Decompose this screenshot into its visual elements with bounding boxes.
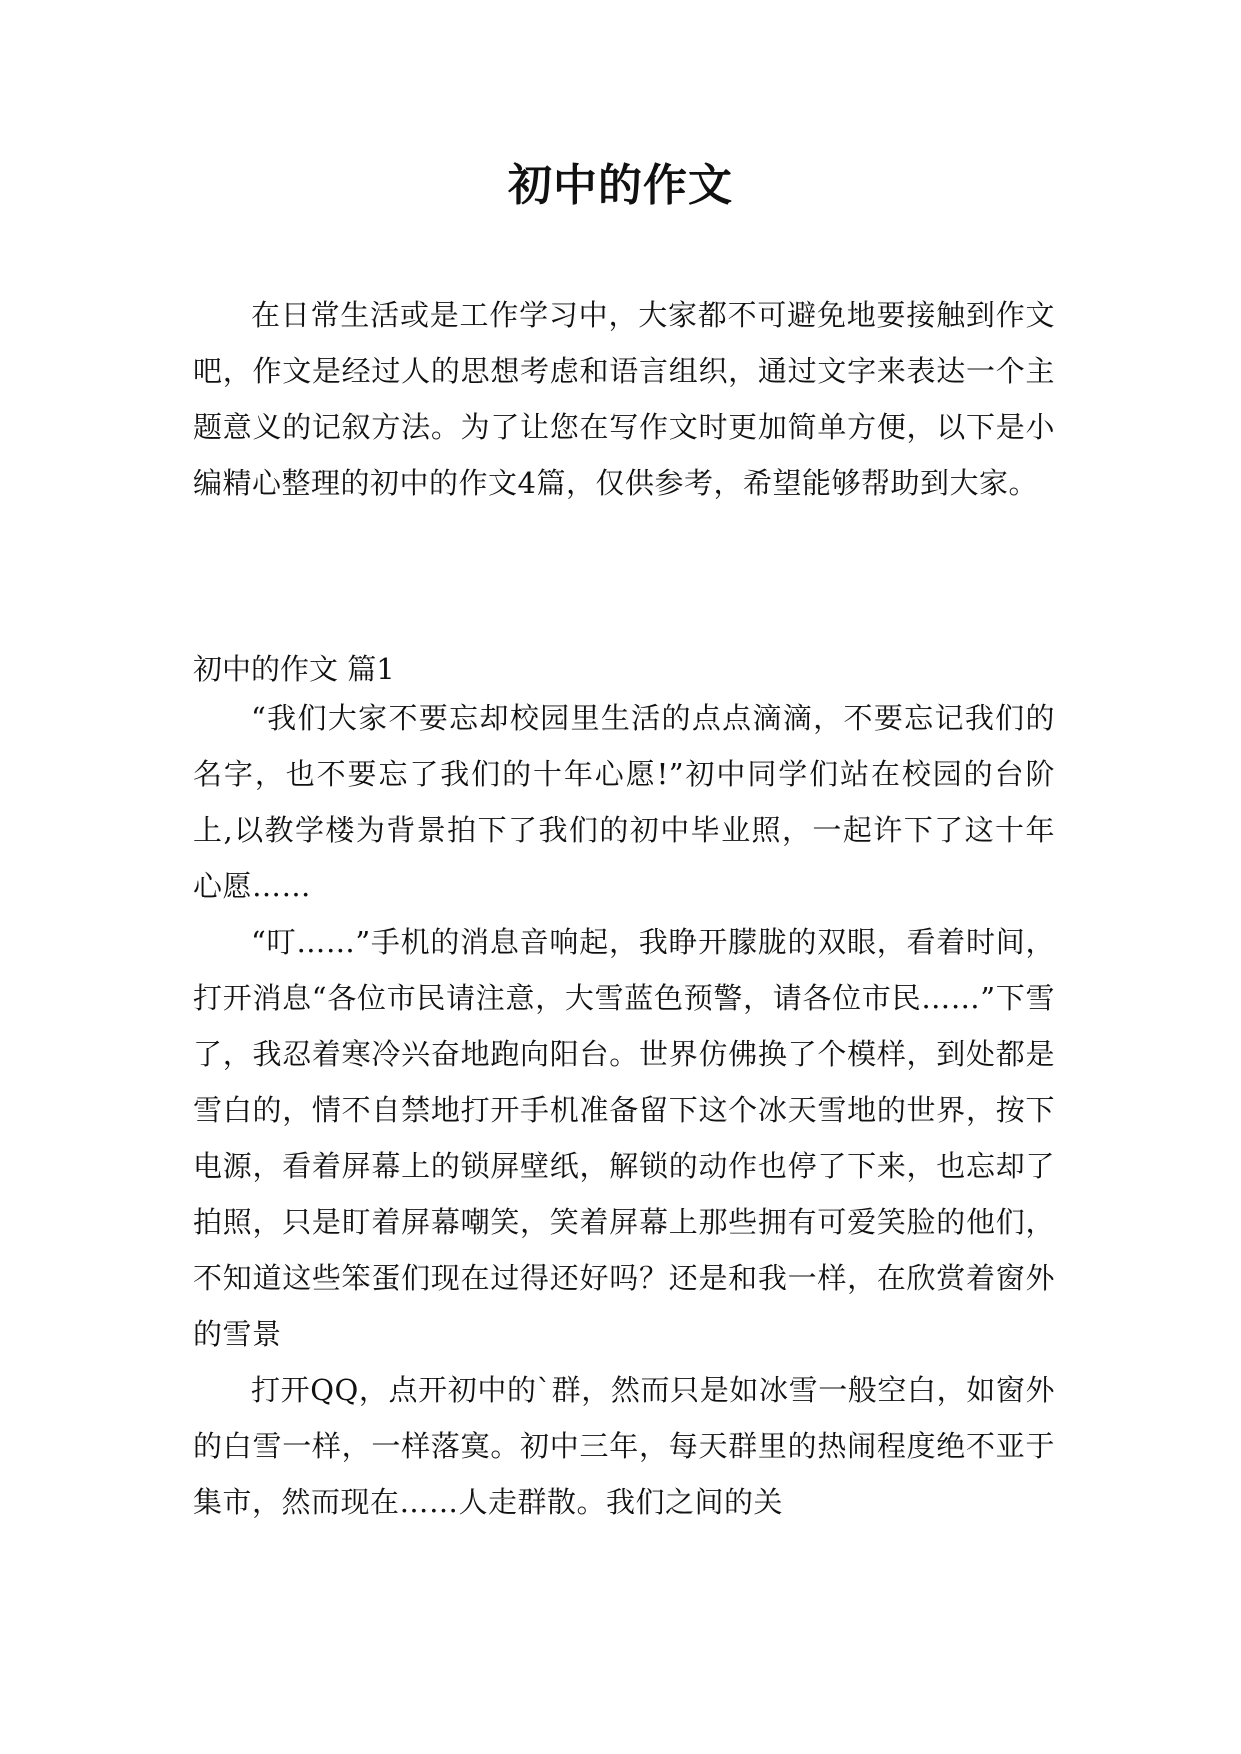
section-heading: 初中的作文 篇1 bbox=[193, 652, 395, 686]
essay-body bbox=[193, 690, 1055, 1530]
essay-paragraph-1: “我们大家不要忘却校园里生活的点点滴滴，不要忘记我们的名字，也不要忘了我们的十年心愿!”初中同学们站在校园的台阶上,以教学楼为背景拍下了我们的初中毕业照，一起许下了这十年心愿…… bbox=[193, 701, 1055, 903]
intro-paragraph: 在日常生活或是工作学习中，大家都不可避免地要接触到作文吧，作文是经过人的思想考虑和语言组织，通过文字来表达一个主题意义的记叙方法。为了让您在写作文时更加简单方便，以下是小编精心整理的初中的作文4篇，仅供参考，希望能够帮助到大家。 bbox=[193, 298, 1055, 500]
document-title: 初中的作文 bbox=[508, 160, 733, 211]
intro-section bbox=[193, 287, 1055, 511]
essay-paragraph-3: 打开QQ，点开初中的`群，然而只是如冰雪一般空白，如窗外的白雪一样，一样落寞。初中三年，每天群里的热闹程度绝不亚于集市，然而现在……人走群散。我们之间的关 bbox=[193, 1373, 1055, 1519]
essay-paragraph-2: “叮……”手机的消息音响起，我睁开朦胧的双眼，看着时间，打开消息“各位市民请注意，大雪蓝色预警，请各位市民……”下雪了，我忍着寒冷兴奋地跑向阳台。世界仿佛换了个模样，到处都是雪白的，情不自禁地打开手机准备留下这个冰天雪地的世界，按下电源，看着屏幕上的锁屏壁纸，解锁的动作也停了下来，也忘却了拍照，只是盯着屏幕嘲笑，笑着屏幕上那些拥有可爱笑脸的他们，不知道这些笨蛋们现在过得还好吗？还是和我一样，在欣赏着窗外的雪景 bbox=[193, 925, 1055, 1351]
